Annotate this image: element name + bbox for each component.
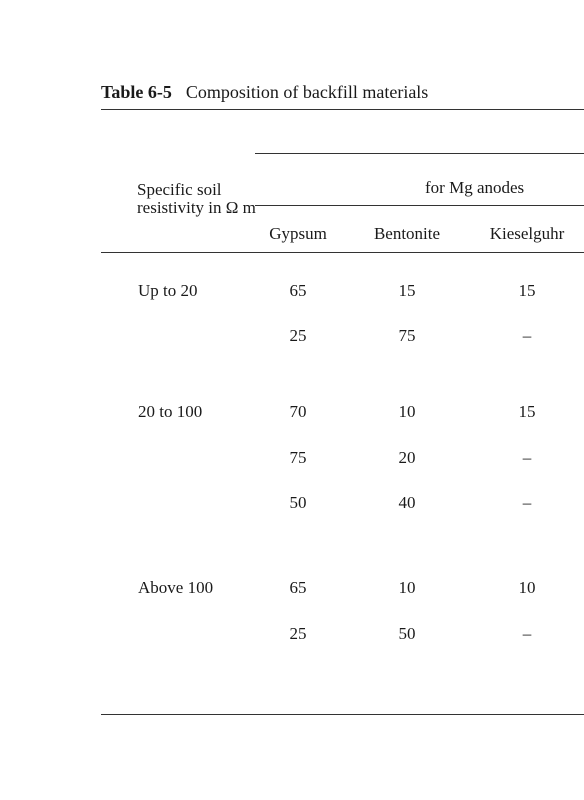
table-cell: 15 [518, 281, 536, 300]
group-top-rule [255, 153, 584, 154]
table-bottom-rule [101, 714, 584, 715]
table-cell: 50 [398, 624, 416, 643]
table-cell: 40 [398, 493, 416, 512]
table-title: Composition of backfill materials [185, 82, 429, 102]
table-cell: 10 [398, 578, 416, 597]
column-header-bentonite: Bentonite [373, 224, 441, 243]
table-cell: 50 [289, 493, 307, 512]
group-header-rule [255, 205, 584, 206]
header-bottom-rule [101, 252, 584, 253]
table-cell: 25 [289, 624, 307, 643]
caption-rule [101, 109, 584, 110]
group-header: for Mg anodes [425, 178, 525, 197]
table-cell: 75 [398, 326, 416, 345]
table-cell: 25 [289, 326, 307, 345]
resistivity-label: 20 to 100 [138, 402, 203, 421]
resistivity-label: Up to 20 [138, 281, 198, 300]
table-caption [101, 81, 428, 103]
resistivity-label: Above 100 [138, 578, 214, 597]
table-cell: 10 [398, 402, 416, 421]
table-cell: 65 [289, 578, 307, 597]
table-label: Table 6-5 [101, 82, 172, 102]
table-cell: – [522, 624, 532, 643]
table-cell: 70 [289, 402, 307, 421]
column-header-gypsum: Gypsum [269, 224, 327, 243]
table-cell: 15 [398, 281, 416, 300]
table-cell: 20 [398, 448, 416, 467]
table-cell: 15 [518, 402, 536, 421]
table-cell: – [522, 326, 532, 345]
table-cell: – [522, 493, 532, 512]
column-header-kieselguhr: Kieselguhr [489, 224, 565, 243]
table-cell: 10 [518, 578, 536, 597]
table-cell: 75 [289, 448, 307, 467]
stub-header: Specific soil resistivity in Ω m [137, 180, 256, 217]
table-cell: 65 [289, 281, 307, 300]
table-cell: – [522, 448, 532, 467]
